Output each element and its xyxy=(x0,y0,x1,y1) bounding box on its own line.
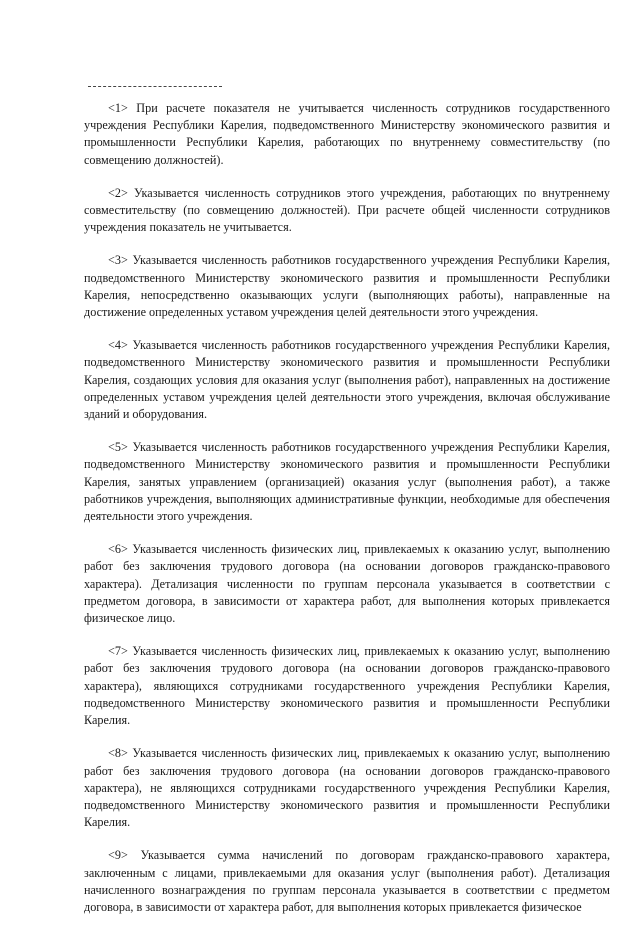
footnote-7: <7> Указывается численность физических лиц, привлекаемых к оказанию услуг, выполнению работ без заключения трудового договора (на основании договоров гражданско-правового характера), являющихся сотрудниками государственного учреждения Республики Карелия, подведомственного Министерству экономического развития и промышленности Республики Карелия. xyxy=(84,644,610,728)
footnote-8: <8> Указывается численность физических лиц, привлекаемых к оказанию услуг, выполнению работ без заключения трудового договора (на основании договоров гражданско-правового характера), не являющихся сотрудниками государственного учреждения Республики Карелия, подведомственного Министерству экономического развития и промышленности Республики Карелия. xyxy=(84,746,610,830)
footnotes xyxy=(84,100,610,932)
footnote-4: <4> Указывается численность работников государственного учреждения Республики Карелия, подведомственного Министерству экономического развития и промышленности Республики Карелия, создающих условия для оказания услуг (выполнения работ), направленных на достижение определенных уставом учреждения целей деятельности этого учреждения, включая обслуживание зданий и оборудования. xyxy=(84,338,610,422)
footnote-2: <2> Указывается численность сотрудников этого учреждения, работающих по внутреннему совместительству (по совмещению должностей). При расчете общей численности сотрудников учреждения показатель не учитывается. xyxy=(84,185,610,235)
footnote-5: <5> Указывается численность работников государственного учреждения Республики Карелия, подведомственного Министерству экономического развития и промышленности Республики Карелия, занятых управлением (организацией) оказания услуг (выполнения работ), а также работников учреждения, выполняющих административные функции, необходимые для обеспечения деятельности этого учреждения. xyxy=(84,440,610,524)
footnote-separator xyxy=(88,86,222,87)
footnote-9: <9> Указывается сумма начислений по договорам гражданско-правового характера, заключенным с лицами, привлекаемыми для оказания услуг (выполнения работ). Детализация начисленного вознаграждения по группам персонала указывается в соответствии с предметом договора, в зависимости от характера работ, для выполнения которых привлекается физическое xyxy=(84,848,610,914)
footnote-1: <1> При расчете показателя не учитывается численность сотрудников государственного учреждения Республики Карелия, подведомственного Министерству экономического развития и промышленности Республики Карелия, работающих по внутреннему совместительству (по совмещению должностей). xyxy=(84,101,610,167)
footnote-6: <6> Указывается численность физических лиц, привлекаемых к оказанию услуг, выполнению работ без заключения трудового договора (на основании договоров гражданско-правового характера). Детализация численности по группам персонала указывается в соответствии с предметом договора, в зависимости от характера работ, для выполнения которых привлекается физическое лицо. xyxy=(84,542,610,626)
footnote-3: <3> Указывается численность работников государственного учреждения Республики Карелия, подведомственного Министерству экономического развития и промышленности Республики Карелия, непосредственно оказывающих услуги (выполняющих работы), направленные на достижение определенных уставом учреждения целей деятельности этого учреждения. xyxy=(84,253,610,320)
